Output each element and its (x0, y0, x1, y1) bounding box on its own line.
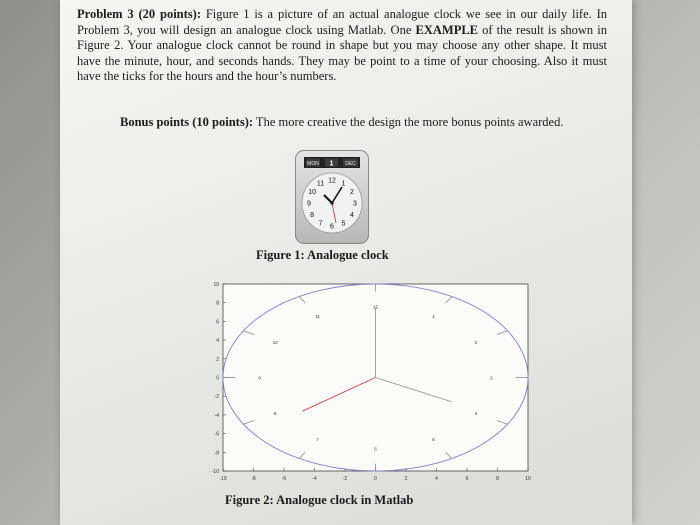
y-tick-label: 8 (216, 300, 219, 307)
clock-number-4: 4 (349, 212, 354, 219)
day-text: MON (307, 161, 319, 167)
x-tick-label: 0 (374, 476, 377, 482)
x-tick-label: -10 (219, 476, 227, 482)
y-tick-label: 6 (216, 319, 219, 326)
clock-number-1: 1 (341, 180, 346, 188)
clock-number-9: 9 (307, 200, 311, 208)
problem-body-1: Figure 1 is a picture of an actual analogue clock we see in our daily life. In Problem 3, you will design an analogue clock using Matlab. One (77, 7, 607, 37)
plot-clock-number: 1 (432, 313, 435, 319)
y-tick-label: -2 (214, 394, 219, 401)
month-text: DEC (345, 161, 356, 167)
x-tick-label: 2 (404, 476, 408, 482)
y-tick-label: 10 (213, 282, 219, 288)
example-word: EXAMPLE (415, 22, 478, 37)
clock-number-3: 3 (353, 200, 357, 208)
x-tick-label: 8 (496, 476, 499, 482)
clock-number-7: 7 (318, 220, 323, 228)
x-tick-label: -2 (342, 476, 348, 482)
bonus-label: Bonus points (10 points): (120, 115, 254, 129)
plot-clock-number: 12 (372, 304, 379, 310)
figure1-caption: Figure 1: Analogue clock (256, 248, 389, 262)
clock-number-10: 10 (308, 189, 316, 196)
clock-number-6: 6 (330, 223, 334, 231)
plot-clock-number: 5 (432, 437, 435, 443)
bonus-body: The more creative the design the more bonus points awarded. (253, 115, 564, 129)
plot-clock-number: 3 (490, 375, 493, 381)
y-tick-label: -4 (214, 412, 219, 419)
problem-paragraph (77, 7, 607, 85)
figure1-clock-svg (296, 151, 368, 243)
y-tick-label: 4 (216, 338, 219, 345)
figure1-clock-photo (295, 150, 369, 244)
figure2-caption: Figure 2: Analogue clock in Matlab (225, 493, 414, 507)
y-tick-label: -8 (214, 450, 219, 457)
clock-number-2: 2 (349, 189, 354, 196)
date-text: 1 (329, 160, 334, 168)
y-tick-label: -6 (214, 431, 219, 438)
x-tick-label: 4 (435, 476, 438, 482)
clock-number-12: 12 (328, 177, 336, 185)
y-tick-label: 0 (216, 375, 219, 382)
x-tick-label: -8 (251, 476, 256, 482)
clock-number-5: 5 (341, 220, 346, 228)
plot-clock-number: 2 (474, 339, 478, 345)
x-tick-label: -4 (312, 476, 317, 482)
clock-number-8: 8 (310, 212, 315, 219)
plot-clock-number: 4 (474, 411, 478, 417)
plot-clock-number: 7 (316, 437, 319, 443)
y-tick-label: -10 (211, 469, 219, 475)
plot-clock-number: 10 (272, 339, 278, 345)
x-tick-label: -6 (281, 476, 287, 482)
plot-clock-number: 8 (273, 411, 277, 417)
document-page (60, 0, 632, 525)
figure2-plot (200, 270, 545, 485)
clock-number-11: 11 (316, 180, 325, 188)
y-tick-label: 2 (216, 356, 219, 363)
x-tick-label: 6 (465, 476, 469, 482)
problem-body-2: of the result is shown in Figure 2. Your analogue clock cannot be round in shape but you may choose any other shape. It must have the minute, hour, and seconds hands. They may be point to a time of your choosing. Also it must have the ticks for the hours and the hour’s numbers. (77, 22, 607, 83)
x-tick-label: 10 (525, 476, 531, 482)
plot-clock-number: 9 (258, 375, 261, 381)
hand-pivot (330, 201, 333, 204)
plot-clock-number: 6 (374, 446, 377, 452)
bonus-paragraph (77, 115, 607, 131)
problem-label: Problem 3 (20 points): (77, 7, 201, 21)
plot-clock-number: 11 (315, 313, 320, 319)
